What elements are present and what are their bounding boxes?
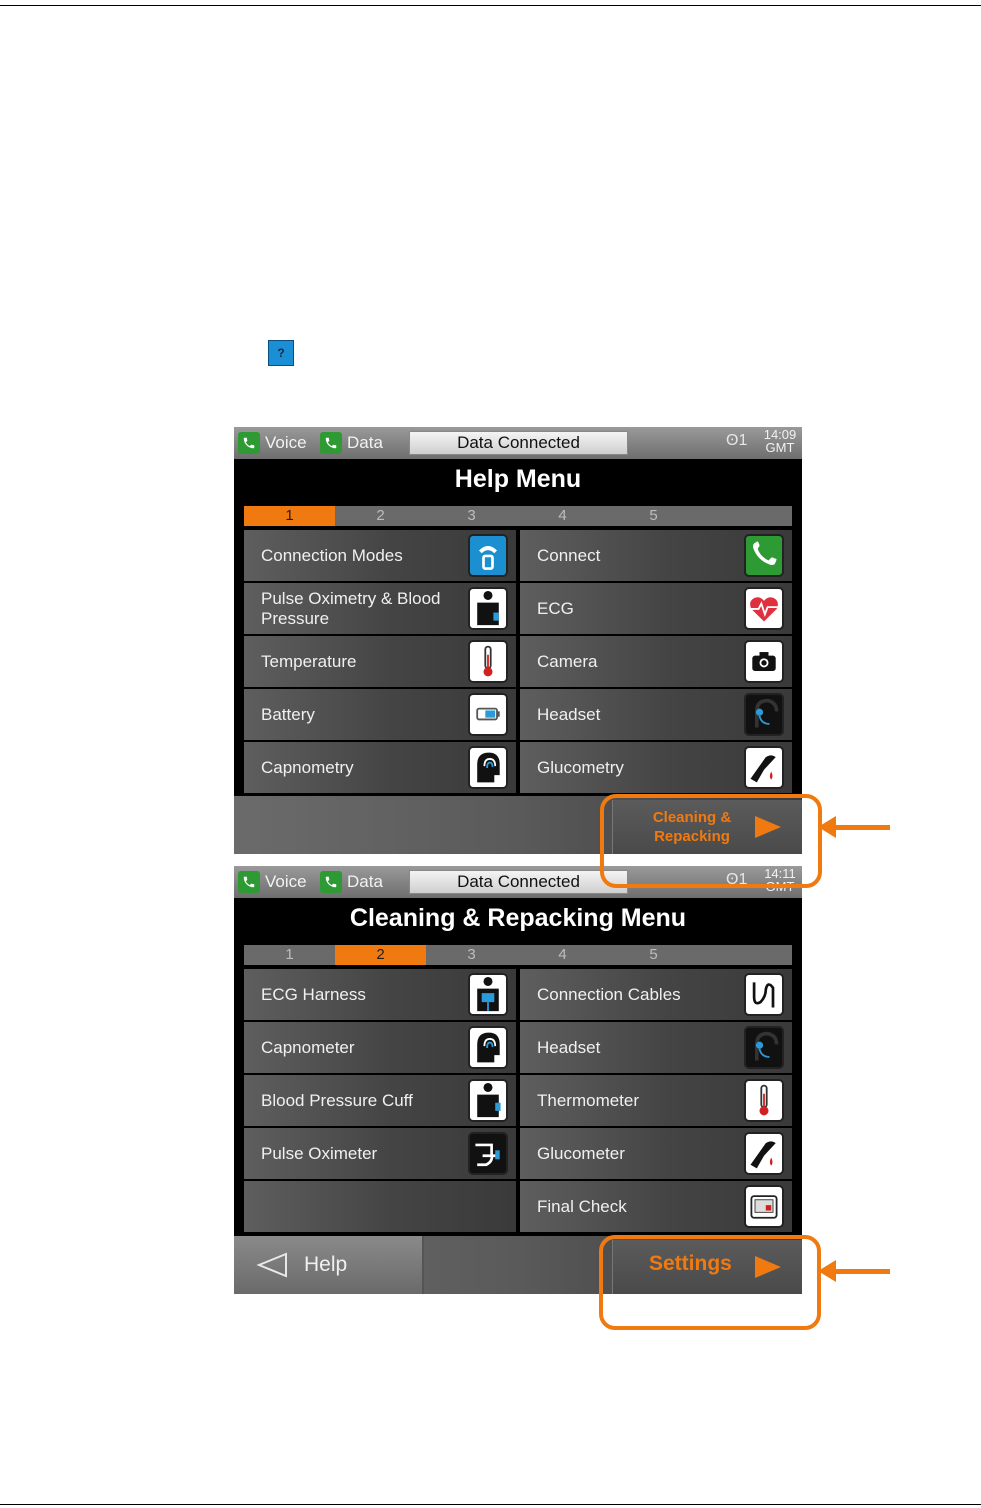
data-label: Data	[347, 433, 383, 452]
menu-item-temperature[interactable]	[244, 636, 516, 687]
bottom-page-rule	[0, 1504, 981, 1505]
menu-item-capnometer[interactable]	[244, 1022, 516, 1073]
empty-cell	[244, 1181, 516, 1232]
voice-indicator	[238, 869, 307, 895]
page-tab-1[interactable]: 1	[244, 506, 335, 526]
menu-item-label: Connect	[537, 545, 601, 565]
menu-item-glucometry[interactable]	[520, 742, 792, 793]
menu-item-label: Final Check	[537, 1196, 627, 1216]
menu-item-label: Blood Pressure Cuff	[261, 1090, 413, 1110]
menu-item-ecg-harness[interactable]	[244, 969, 516, 1020]
menu-item-label: ECG Harness	[261, 984, 366, 1004]
headset-icon	[744, 693, 784, 736]
page-tab-4[interactable]: 4	[558, 507, 567, 524]
page-tab-3[interactable]: 3	[467, 946, 476, 963]
callout-highlight-cleaning	[600, 794, 822, 888]
menu-item-headset[interactable]	[520, 1022, 792, 1073]
menu-item-label: Headset	[537, 704, 601, 724]
connection-status: Data Connected	[409, 431, 628, 455]
data-indicator	[320, 430, 383, 456]
page-tab-5[interactable]: 5	[649, 946, 658, 963]
capnometry-icon	[468, 1026, 508, 1069]
pulse-bp-icon	[468, 1079, 508, 1122]
menu-item-label: Connection Cables	[537, 984, 681, 1004]
help-menu-screen	[234, 427, 802, 854]
page-title: Cleaning & Repacking Menu	[349, 904, 687, 932]
menu-item-thermometer[interactable]	[520, 1075, 792, 1126]
top-page-rule	[0, 5, 981, 6]
menu-item-label: Pulse Oximeter	[261, 1143, 378, 1163]
menu-item-label: Temperature	[261, 651, 357, 671]
menu-item-camera[interactable]	[520, 636, 792, 687]
phone-icon	[238, 871, 260, 893]
glucometry-icon	[744, 1132, 784, 1175]
voice-indicator	[238, 430, 307, 456]
callout-arrow-icon	[832, 1269, 890, 1274]
phone-icon	[320, 871, 342, 893]
callout-arrow-icon	[832, 825, 890, 830]
menu-item-pulse-oximeter[interactable]	[244, 1128, 516, 1179]
clock-tz: GMT	[765, 440, 795, 455]
page-tabs	[244, 506, 792, 526]
glucometry-icon	[744, 746, 784, 789]
connection-status: Data Connected	[409, 870, 628, 894]
menu-item-label: ECG	[537, 598, 574, 618]
connection-modes-icon	[468, 534, 508, 577]
menu-item-label: Glucometer	[537, 1143, 625, 1163]
headset-icon	[744, 1026, 784, 1069]
pulse-oximeter-icon	[468, 1132, 508, 1175]
help-icon: ?	[268, 340, 294, 366]
cleaning-repacking-screen	[234, 866, 802, 1294]
menu-item-label: Camera	[537, 651, 598, 671]
phone-icon	[744, 534, 784, 577]
menu-item-blood-pressure-cuff[interactable]	[244, 1075, 516, 1126]
camera-icon	[744, 640, 784, 683]
menu-item-pulse-oximetry-blood-pressure[interactable]	[244, 583, 516, 634]
menu-item-final-check[interactable]	[520, 1181, 792, 1232]
page-tab-5[interactable]: 5	[649, 507, 658, 524]
data-label: Data	[347, 872, 383, 891]
page-tab-2[interactable]: 2	[335, 945, 426, 965]
menu-item-headset[interactable]	[520, 689, 792, 740]
menu-item-label: Thermometer	[537, 1090, 640, 1110]
phone-icon	[320, 432, 342, 454]
menu-item-battery[interactable]	[244, 689, 516, 740]
bluetooth-icon: ʘ1	[726, 432, 748, 449]
device-icon	[744, 1185, 784, 1228]
page-tabs	[244, 945, 792, 965]
phone-icon	[238, 432, 260, 454]
clock	[758, 428, 802, 458]
thermometer-icon	[744, 1079, 784, 1122]
menu-item-label: Capnometry	[261, 757, 354, 777]
menu-item-capnometry[interactable]	[244, 742, 516, 793]
ecg-heart-icon	[744, 587, 784, 630]
pulse-bp-icon	[468, 587, 508, 630]
menu-item-label: Connection Modes	[261, 545, 403, 565]
menu-item-connect[interactable]	[520, 530, 792, 581]
menu-item-ecg[interactable]	[520, 583, 792, 634]
menu-item-glucometer[interactable]	[520, 1128, 792, 1179]
menu-item-label: Glucometry	[537, 757, 624, 777]
bluetooth-icon: ʘ1	[726, 871, 748, 888]
page-tab-4[interactable]: 4	[558, 946, 567, 963]
menu-item-connection-modes[interactable]	[244, 530, 516, 581]
voice-label: Voice	[265, 872, 307, 891]
cables-icon	[744, 973, 784, 1016]
menu-item-connection-cables[interactable]	[520, 969, 792, 1020]
cleaning-repacking-label: Cleaning & Repacking	[652, 809, 732, 845]
ecg-harness-icon	[468, 973, 508, 1016]
menu-item-label: Headset	[537, 1037, 601, 1057]
clock-time: 14:09	[763, 427, 797, 442]
settings-label: Settings	[649, 1252, 732, 1275]
help-back-button[interactable]	[234, 1236, 424, 1294]
callout-highlight-settings	[599, 1235, 821, 1330]
clock-time: 14:11	[764, 866, 796, 881]
status-bar	[234, 427, 802, 459]
thermometer-icon	[468, 640, 508, 683]
page-tab-1[interactable]: 1	[285, 946, 294, 963]
menu-item-label: Pulse Oximetry & Blood Pressure	[261, 588, 441, 628]
clock-tz: GMT	[765, 879, 795, 894]
help-back-label: Help	[304, 1253, 348, 1276]
data-indicator	[320, 869, 383, 895]
capnometry-icon	[468, 746, 508, 789]
voice-label: Voice	[265, 433, 307, 452]
battery-icon	[468, 693, 508, 736]
page-tab-3[interactable]: 3	[467, 507, 476, 524]
menu-item-label: Capnometer	[261, 1037, 355, 1057]
page-tab-2[interactable]: 2	[376, 507, 385, 524]
page-title: Help Menu	[454, 465, 582, 493]
menu-item-label: Battery	[261, 704, 315, 724]
